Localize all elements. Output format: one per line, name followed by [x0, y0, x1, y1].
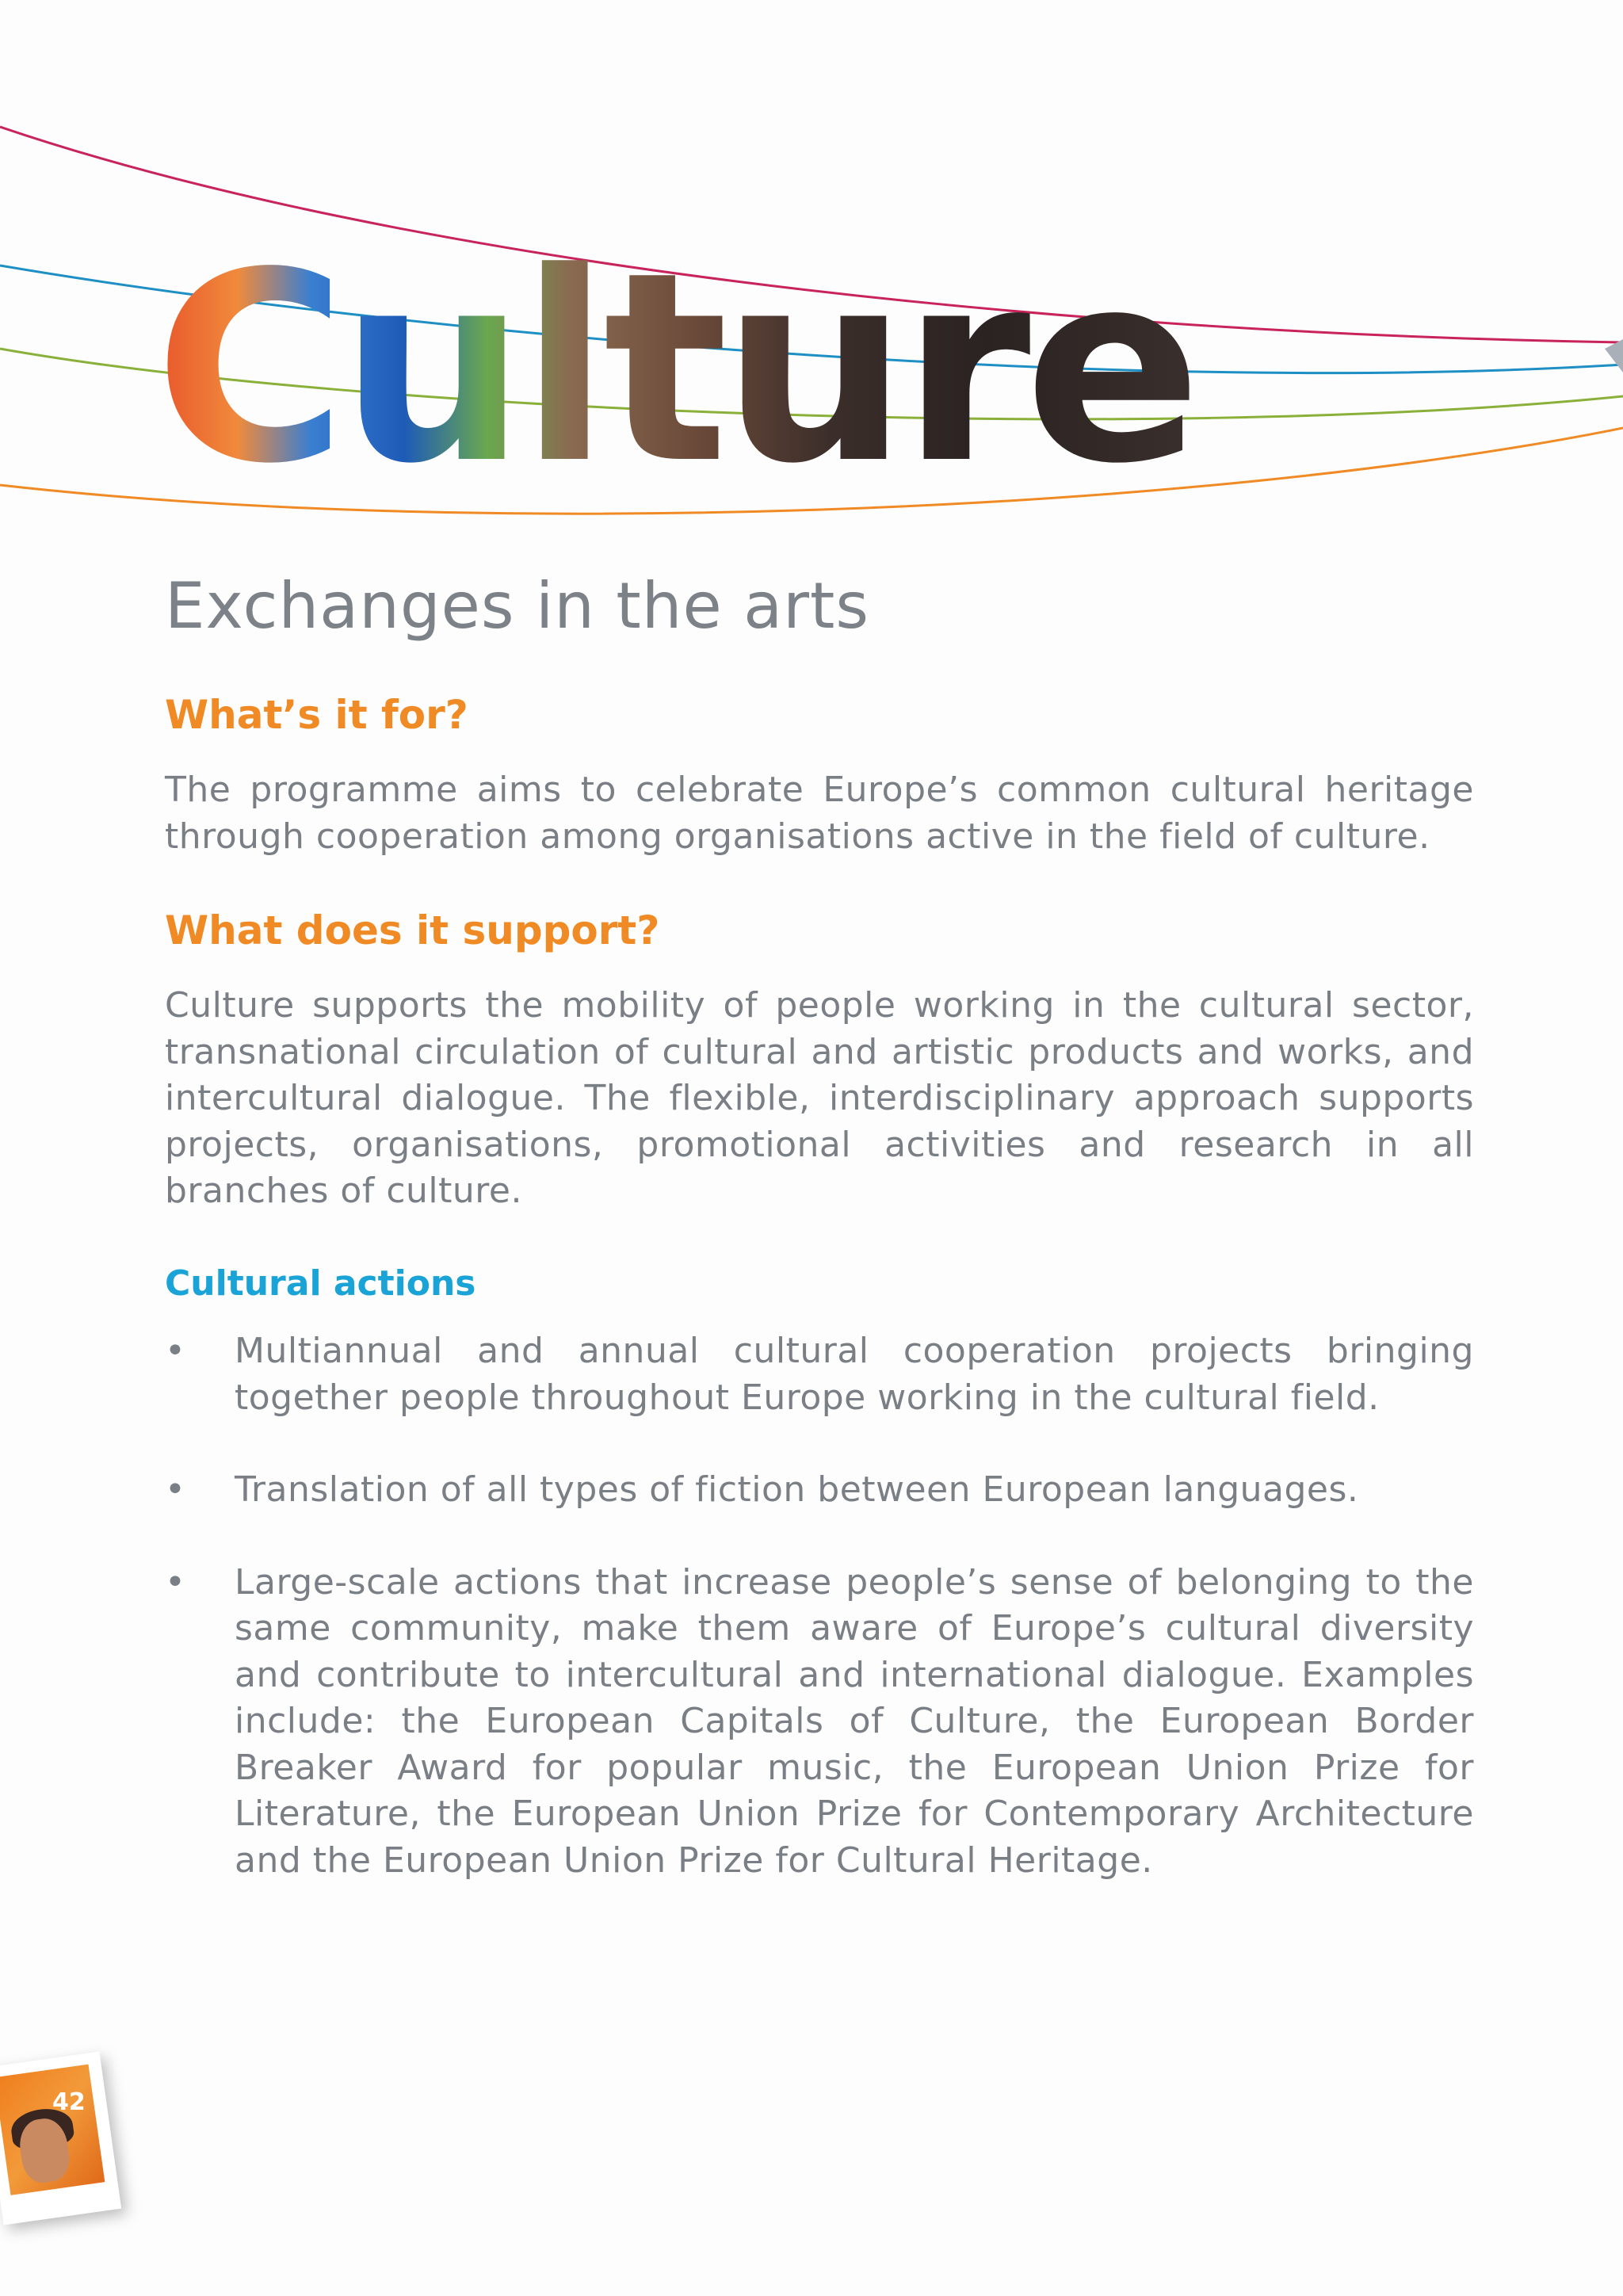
page-number: 42	[52, 2088, 86, 2116]
heading-cultural-actions: Cultural actions	[165, 1263, 476, 1304]
bullet-icon: •	[165, 1331, 186, 1371]
cultural-actions-list	[165, 1328, 1474, 1930]
paragraph-whats-it-for: The programme aims to celebrate Europe’s common cultural heritage through cooperation among organisations active in the field of culture.	[165, 770, 1474, 857]
edge-tab-marker	[1605, 339, 1623, 372]
heading-what-does-it-support: What does it support?	[165, 907, 660, 953]
paragraph-what-does-it-support: Culture supports the mobility of people working in the cultural sector, transnational circulation of cultural and artistic products and works, and intercultural dialogue. The flexible, interdisciplinary approach supports projects, organisations, promotional activities and research in all branches of culture.	[165, 985, 1474, 1211]
photo-image	[0, 2065, 105, 2195]
heading-whats-it-for: What’s it for?	[165, 692, 468, 738]
page-subtitle: Exchanges in the arts	[165, 569, 870, 643]
bullet-icon: •	[165, 1469, 186, 1510]
list-item	[165, 1328, 1474, 1421]
list-item	[165, 1467, 1474, 1514]
bullet-icon: •	[165, 1561, 186, 1603]
list-item-text: Large-scale actions that increase people’s sense of belonging to the same community, make them aware of Europe’s cultural diversity and contribute to intercultural and international dialogue. Examples include: the European Capitals of Culture, the European Border Breaker Award for popular music, the European Union Prize for Literature, the European Union Prize for Contemporary Architecture and the European Union Prize for Cultural Heritage.	[235, 1561, 1474, 1881]
list-item-text: Multiannual and annual cultural cooperation projects bringing together people throughout Europe working in the cultural field.	[235, 1331, 1474, 1418]
culture-title-word: Culture	[155, 216, 1196, 521]
list-item-text: Translation of all types of fiction between European languages.	[235, 1469, 1359, 1510]
list-item	[165, 1560, 1474, 1885]
